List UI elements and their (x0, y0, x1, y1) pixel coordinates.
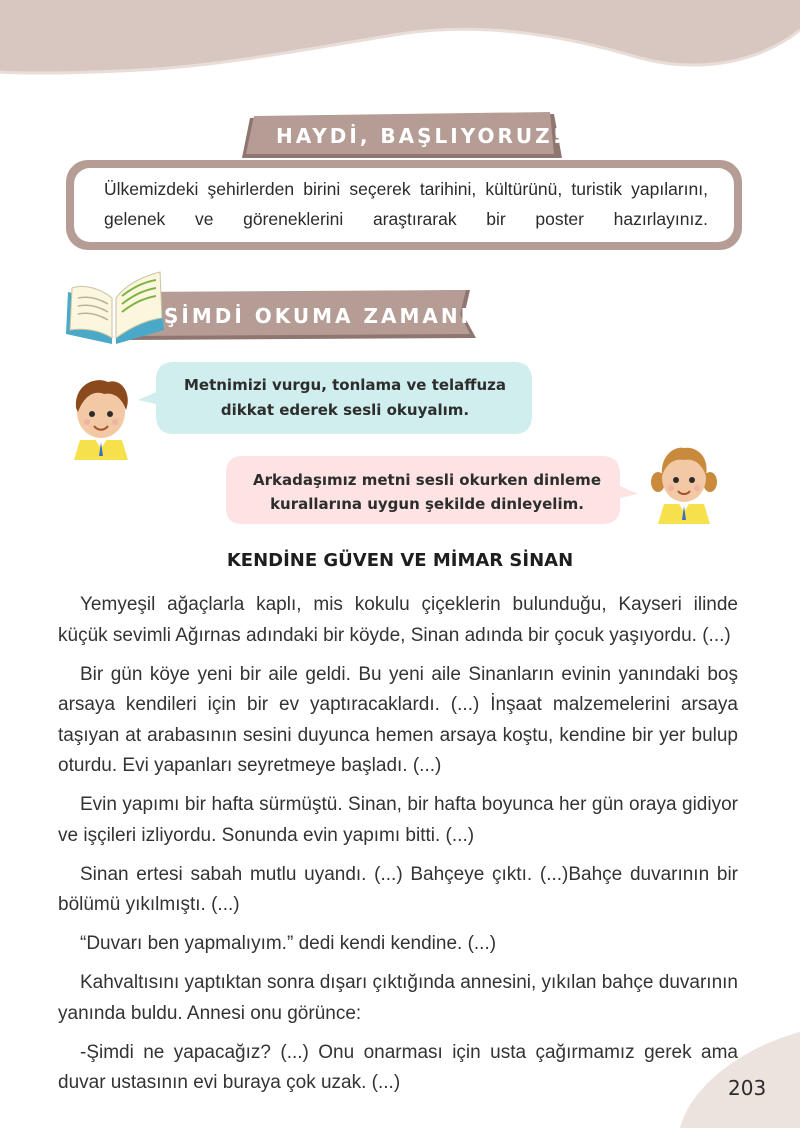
task-box-inner (74, 168, 734, 242)
story-paragraph: Yemyeşil ağaçlarla kaplı, mis kokulu çiçeklerin bulunduğu, Kayseri ilinde küçük sevimli Ağırnas adındaki bir köyde, Sinan adında bir çocuk yaşıyordu. (...) (58, 594, 738, 646)
page-number: 203 (728, 1076, 767, 1100)
boy-avatar (66, 376, 136, 460)
story-paragraph: Kahvaltısını yaptıktan sonra dışarı çıktığında annesini, yıkılan bahçe duvarının yanında buldu. Annesi onu görünce: (58, 972, 738, 1024)
task-text: Ülkemizdeki şehirlerden birini seçerek tarihini, kültürünü, turistik yapılarını, gelenek ve göreneklerini araştırarak bir poster hazırlayınız. (104, 179, 708, 229)
open-book-icon (60, 258, 170, 348)
story-paragraph: -Şimdi ne yapacağız? (...) Onu onarması için usta çağırmamız gerek ama duvar ustasının evi buraya çok uzak. (...) (58, 1041, 738, 1093)
story-title: KENDİNE GÜVEN VE MİMAR SİNAN (226, 550, 574, 571)
girl-avatar (648, 440, 720, 524)
start-banner-title: HAYDİ, BAŞLIYORUZ! (276, 124, 565, 148)
story-paragraph: Evin yapımı bir hafta sürmüştü. Sinan, bir hafta boyunca her gün oraya gidiyor ve işçileri izliyordu. Sonunda evin yapımı bitti. (...) (58, 794, 738, 846)
story-body (58, 590, 738, 1107)
boy-bubble-line-1: Metnimizi vurgu, tonlama ve telaffuza (183, 376, 506, 394)
story-paragraph: Sinan ertesi sabah mutlu uyandı. (...) Bahçeye çıktı. (...)Bahçe duvarının bir bölümü yıkılmıştı. (...) (58, 863, 738, 915)
story-paragraph: “Duvarı ben yapmalıyım.” dedi kendi kendine. (...) (80, 933, 497, 954)
top-wave-decoration (0, 0, 800, 90)
reading-banner-title: ŞİMDİ OKUMA ZAMANI! (164, 304, 484, 328)
story-paragraph: Bir gün köye yeni bir aile geldi. Bu yeni aile Sinanların evinin yanındaki boş arsaya kendileri için bir ev yaptıracaklardı. (...) İnşaat malzemelerini arsaya taşıyan at arabasının sesini duyunca hemen arsaya koştu, kendine bir yer bulup oturdu. Evi yapanları seyretmeye başladı. (...) (58, 663, 738, 776)
girl-bubble-line-1: Arkadaşımız metni sesli okurken dinleme (253, 471, 601, 489)
girl-bubble-line-2: kurallarına uygun şekilde dinleyelim. (270, 495, 584, 513)
task-box (66, 160, 742, 250)
boy-bubble-line-2: dikkat ederek sesli okuyalım. (220, 401, 470, 419)
